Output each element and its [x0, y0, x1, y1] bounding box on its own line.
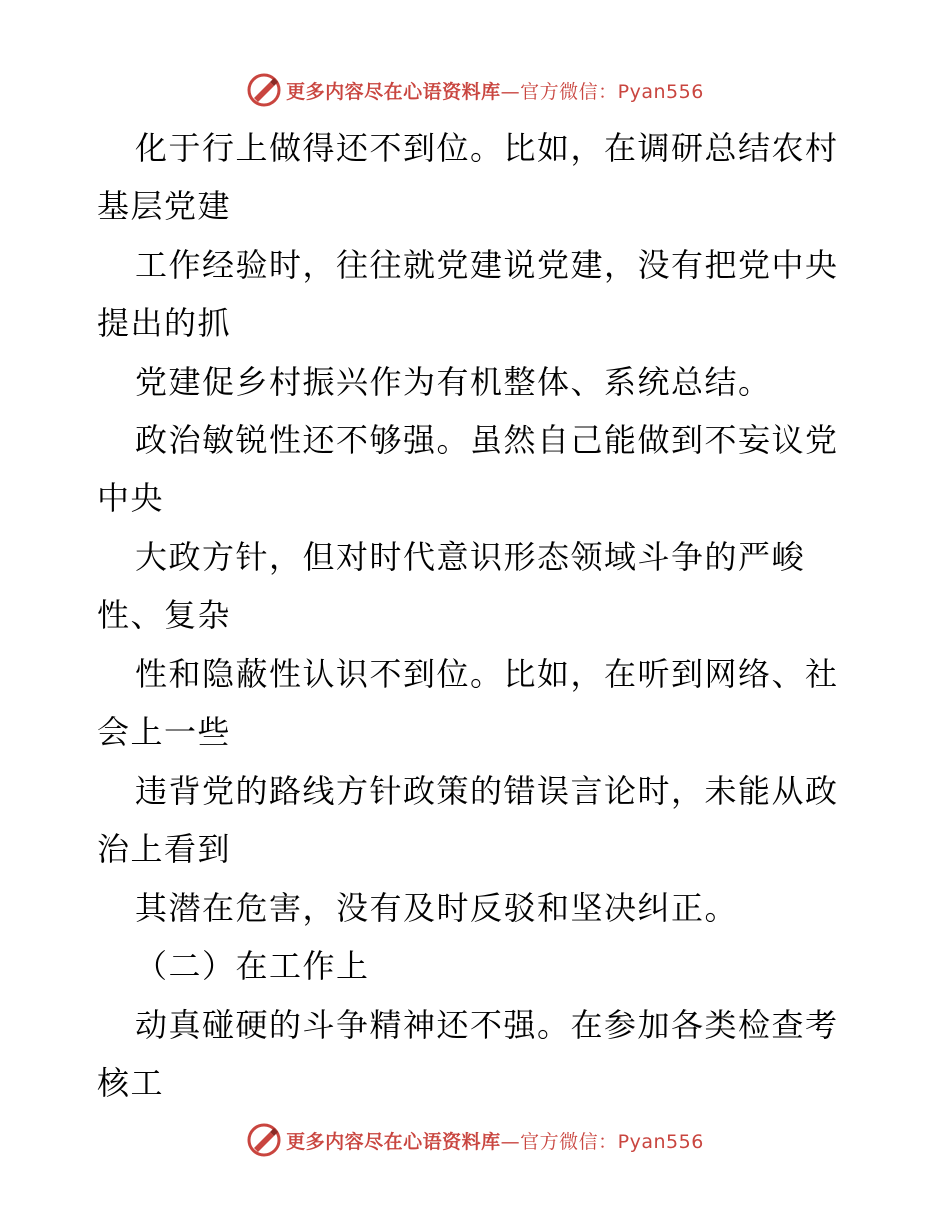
text-line: 性和隐蔽性认识不到位。比如，在听到网络、社	[135, 655, 839, 693]
text-line: 其潜在危害，没有及时反驳和坚决纠正。	[135, 889, 739, 927]
text-line: 化于行上做得还不到位。比如，在调研总结农村	[135, 129, 839, 167]
pen-logo-icon	[246, 1122, 282, 1158]
text-line: 治上看到	[97, 830, 232, 868]
text-line: 违背党的路线方针政策的错误言论时，未能从政	[135, 772, 839, 810]
header-separator: —	[500, 80, 521, 103]
footer-watermark	[0, 1120, 950, 1160]
section-heading: （二）在工作上	[135, 947, 370, 985]
text-line: 大政方针，但对时代意识形态领域斗争的严峻	[135, 538, 806, 576]
text-line: 提出的抓	[97, 304, 232, 342]
text-line: 中央	[97, 479, 165, 517]
text-line: 会上一些	[97, 713, 232, 751]
footer-separator: —	[500, 1130, 521, 1153]
text-line: 党建促乡村振兴作为有机整体、系统总结。	[135, 363, 772, 401]
header-brand: 更多内容尽在心语资料库	[286, 80, 501, 103]
footer-wechat: 官方微信：Pyan556	[520, 1130, 704, 1153]
header-watermark	[0, 70, 950, 110]
text-line: 核工	[97, 1064, 165, 1102]
pen-logo-icon	[246, 72, 282, 108]
text-line: 动真碰硬的斗争精神还不强。在参加各类检查考	[135, 1006, 839, 1044]
text-line: 性、复杂	[97, 596, 232, 634]
header-wechat: 官方微信：Pyan556	[520, 80, 704, 103]
text-line: 工作经验时，往往就党建说党建，没有把党中央	[135, 246, 839, 284]
footer-brand: 更多内容尽在心语资料库	[286, 1130, 501, 1153]
text-line: 政治敏锐性还不够强。虽然自己能做到不妄议党	[135, 421, 839, 459]
text-line: 基层党建	[97, 187, 232, 225]
